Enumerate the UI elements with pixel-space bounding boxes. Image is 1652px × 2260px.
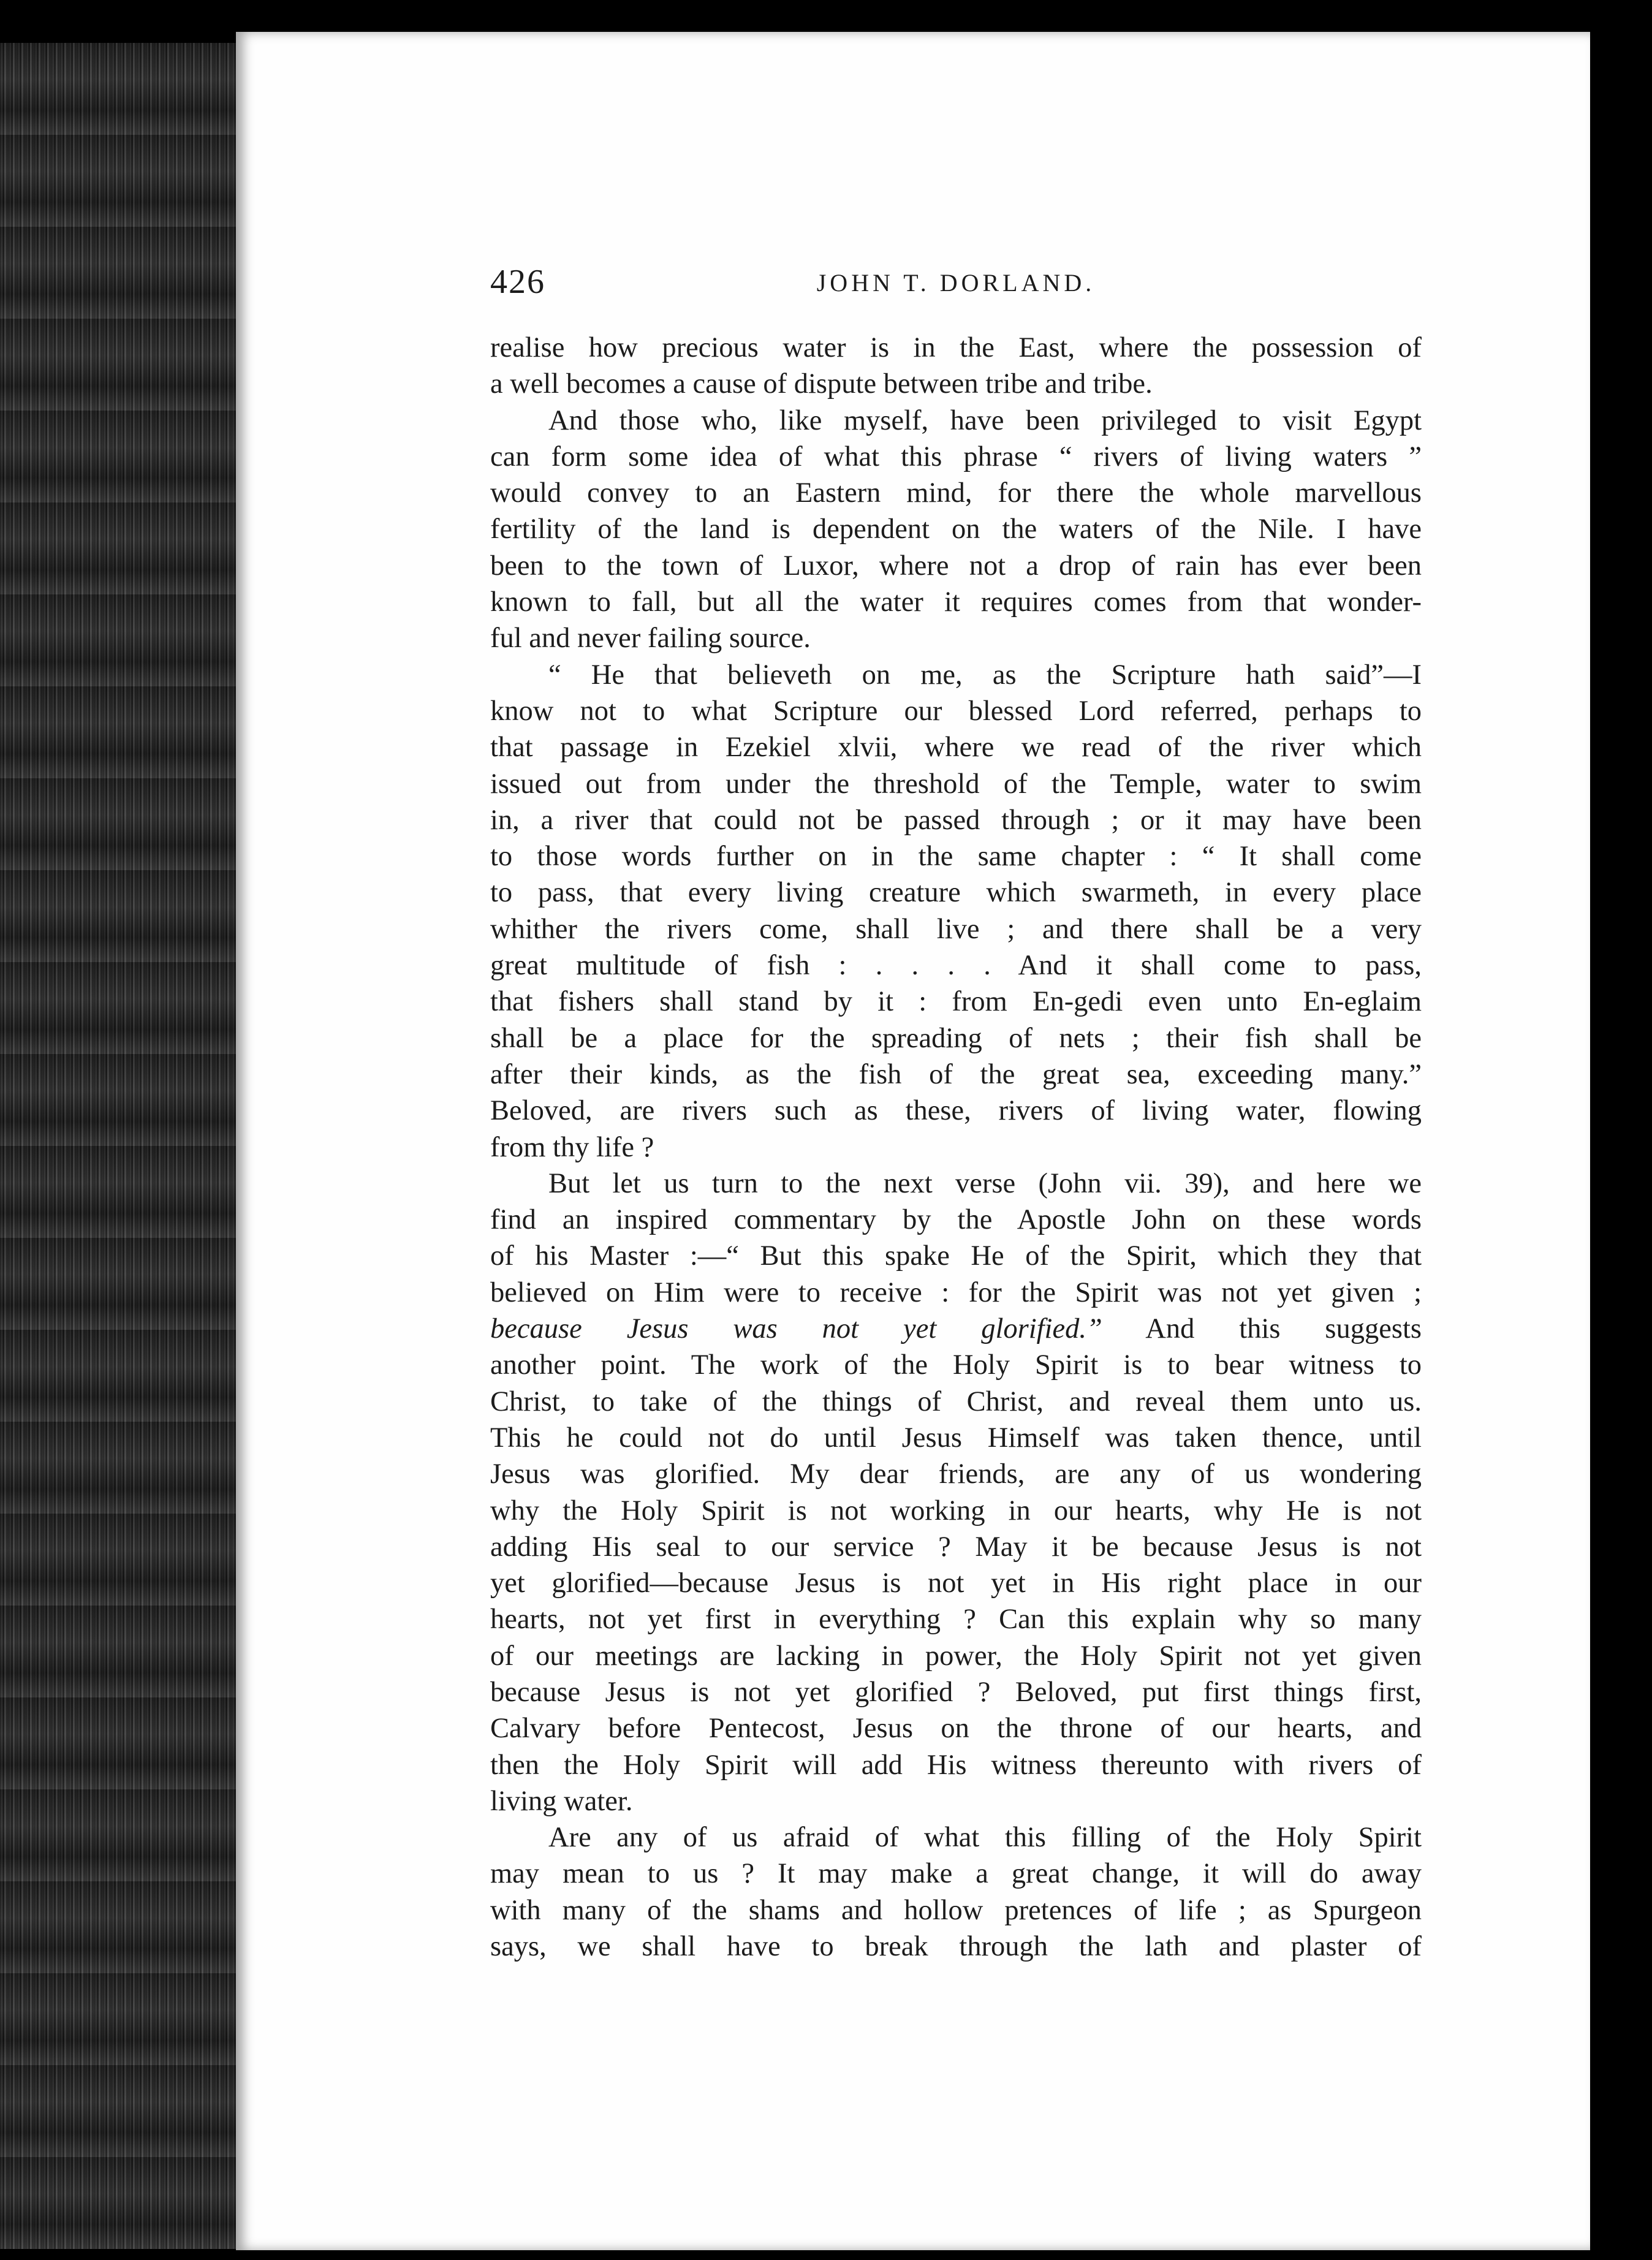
text-line: Are any of us afraid of what this filling of the Holy Spirit bbox=[548, 1822, 1422, 1854]
text-line: Christ, to take of the things of Christ, and reveal them unto us. bbox=[490, 1386, 1422, 1417]
text-line: believed on Him were to receive : for the Spirit was not yet given ; bbox=[490, 1276, 1422, 1308]
text-line: “ He that believeth on me, as the Scripture hath said”—I bbox=[548, 659, 1422, 691]
text-line: And those who, like myself, have been privileged to visit Egypt bbox=[548, 404, 1422, 436]
text-line: Calvary before Pentecost, Jesus on the throne of our hearts, and bbox=[490, 1713, 1422, 1745]
text-line: because Jesus is not yet glorified ? Beloved, put first things first, bbox=[490, 1676, 1422, 1708]
text-line: in, a river that could not be passed through ; or it may have been bbox=[490, 804, 1422, 836]
page-number: 426 bbox=[490, 263, 545, 301]
text-line: of our meetings are lacking in power, the Holy Spirit not yet given bbox=[490, 1640, 1422, 1672]
text-line: whither the rivers come, shall live ; and there shall be a very bbox=[490, 913, 1422, 945]
text-line: may mean to us ? It may make a great change, it will do away bbox=[490, 1858, 1422, 1890]
text-line: after their kinds, as the fish of the great sea, exceeding many.” bbox=[490, 1058, 1422, 1090]
text-line: shall be a place for the spreading of nets ; their fish shall be bbox=[490, 1022, 1422, 1054]
text-line: Jesus was glorified. My dear friends, are any of us wondering bbox=[490, 1458, 1422, 1490]
text-line: realise how precious water is in the East, where the possession of bbox=[490, 332, 1422, 363]
text-line: know not to what Scripture our blessed Lord referred, perhaps to bbox=[490, 695, 1422, 727]
text-line: why the Holy Spirit is not working in our hearts, why He is not bbox=[490, 1495, 1422, 1526]
scan-border bbox=[1590, 49, 1652, 2260]
text-line-with-italic bbox=[490, 1311, 1422, 1347]
text-line-remainder: And this suggests bbox=[1145, 1313, 1422, 1345]
running-head: JOHN T. DORLAND. bbox=[816, 269, 1096, 297]
text-line: can form some idea of what this phrase “ rivers of living waters ” bbox=[490, 441, 1422, 472]
text-line: issued out from under the threshold of the Temple, water to swim bbox=[490, 768, 1422, 800]
page-header bbox=[490, 262, 1422, 311]
text-line: would convey to an Eastern mind, for there the whole marvellous bbox=[490, 477, 1422, 509]
text-line: great multitude of fish : . . . . And it shall come to pass, bbox=[490, 950, 1422, 982]
text-line: But let us turn to the next verse (John vii. 39), and here we bbox=[548, 1167, 1422, 1199]
text-line: with many of the shams and hollow pretences of life ; as Spurgeon bbox=[490, 1894, 1422, 1926]
text-line: that passage in Ezekiel xlvii, where we read of the river which bbox=[490, 732, 1422, 764]
text-line: ful and never failing source. bbox=[490, 623, 811, 654]
italic-phrase: because Jesus was not yet glorified.” bbox=[490, 1313, 1102, 1345]
text-line: yet glorified—because Jesus is not yet in His right place in our bbox=[490, 1568, 1422, 1599]
text-line: of his Master :—“ But this spake He of the Spirit, which they that bbox=[490, 1240, 1422, 1272]
text-line: to those words further on in the same chapter : “ It shall come bbox=[490, 841, 1422, 873]
text-line: hearts, not yet first in everything ? Can this explain why so many bbox=[490, 1604, 1422, 1636]
text-line: adding His seal to our service ? May it be because Jesus is not bbox=[490, 1531, 1422, 1563]
text-line: to pass, that every living creature which swarmeth, in every place bbox=[490, 877, 1422, 909]
text-line: a well becomes a cause of dispute between tribe and tribe. bbox=[490, 368, 1153, 400]
text-line: says, we shall have to break through the lath and plaster of bbox=[490, 1931, 1422, 1963]
text-line: from thy life ? bbox=[490, 1131, 654, 1163]
body-text bbox=[490, 330, 1422, 1965]
text-line: known to fall, but all the water it requires comes from that wonder- bbox=[490, 586, 1422, 618]
text-line: living water. bbox=[490, 1785, 633, 1817]
text-line: then the Holy Spirit will add His witness thereunto with rivers of bbox=[490, 1749, 1422, 1781]
text-line: been to the town of Luxor, where not a drop of rain has ever been bbox=[490, 550, 1422, 582]
text-line: that fishers shall stand by it : from En-gedi even unto En-eglaim bbox=[490, 986, 1422, 1018]
text-line: This he could not do until Jesus Himself was taken thence, until bbox=[490, 1422, 1422, 1454]
text-line: another point. The work of the Holy Spirit is to bear witness to bbox=[490, 1349, 1422, 1381]
text-line: Beloved, are rivers such as these, rivers of living water, flowing bbox=[490, 1095, 1422, 1127]
text-line: fertility of the land is dependent on the waters of the Nile. I have bbox=[490, 514, 1422, 545]
book-page-edges bbox=[0, 43, 239, 2249]
text-line: find an inspired commentary by the Apostle John on these words bbox=[490, 1204, 1422, 1236]
